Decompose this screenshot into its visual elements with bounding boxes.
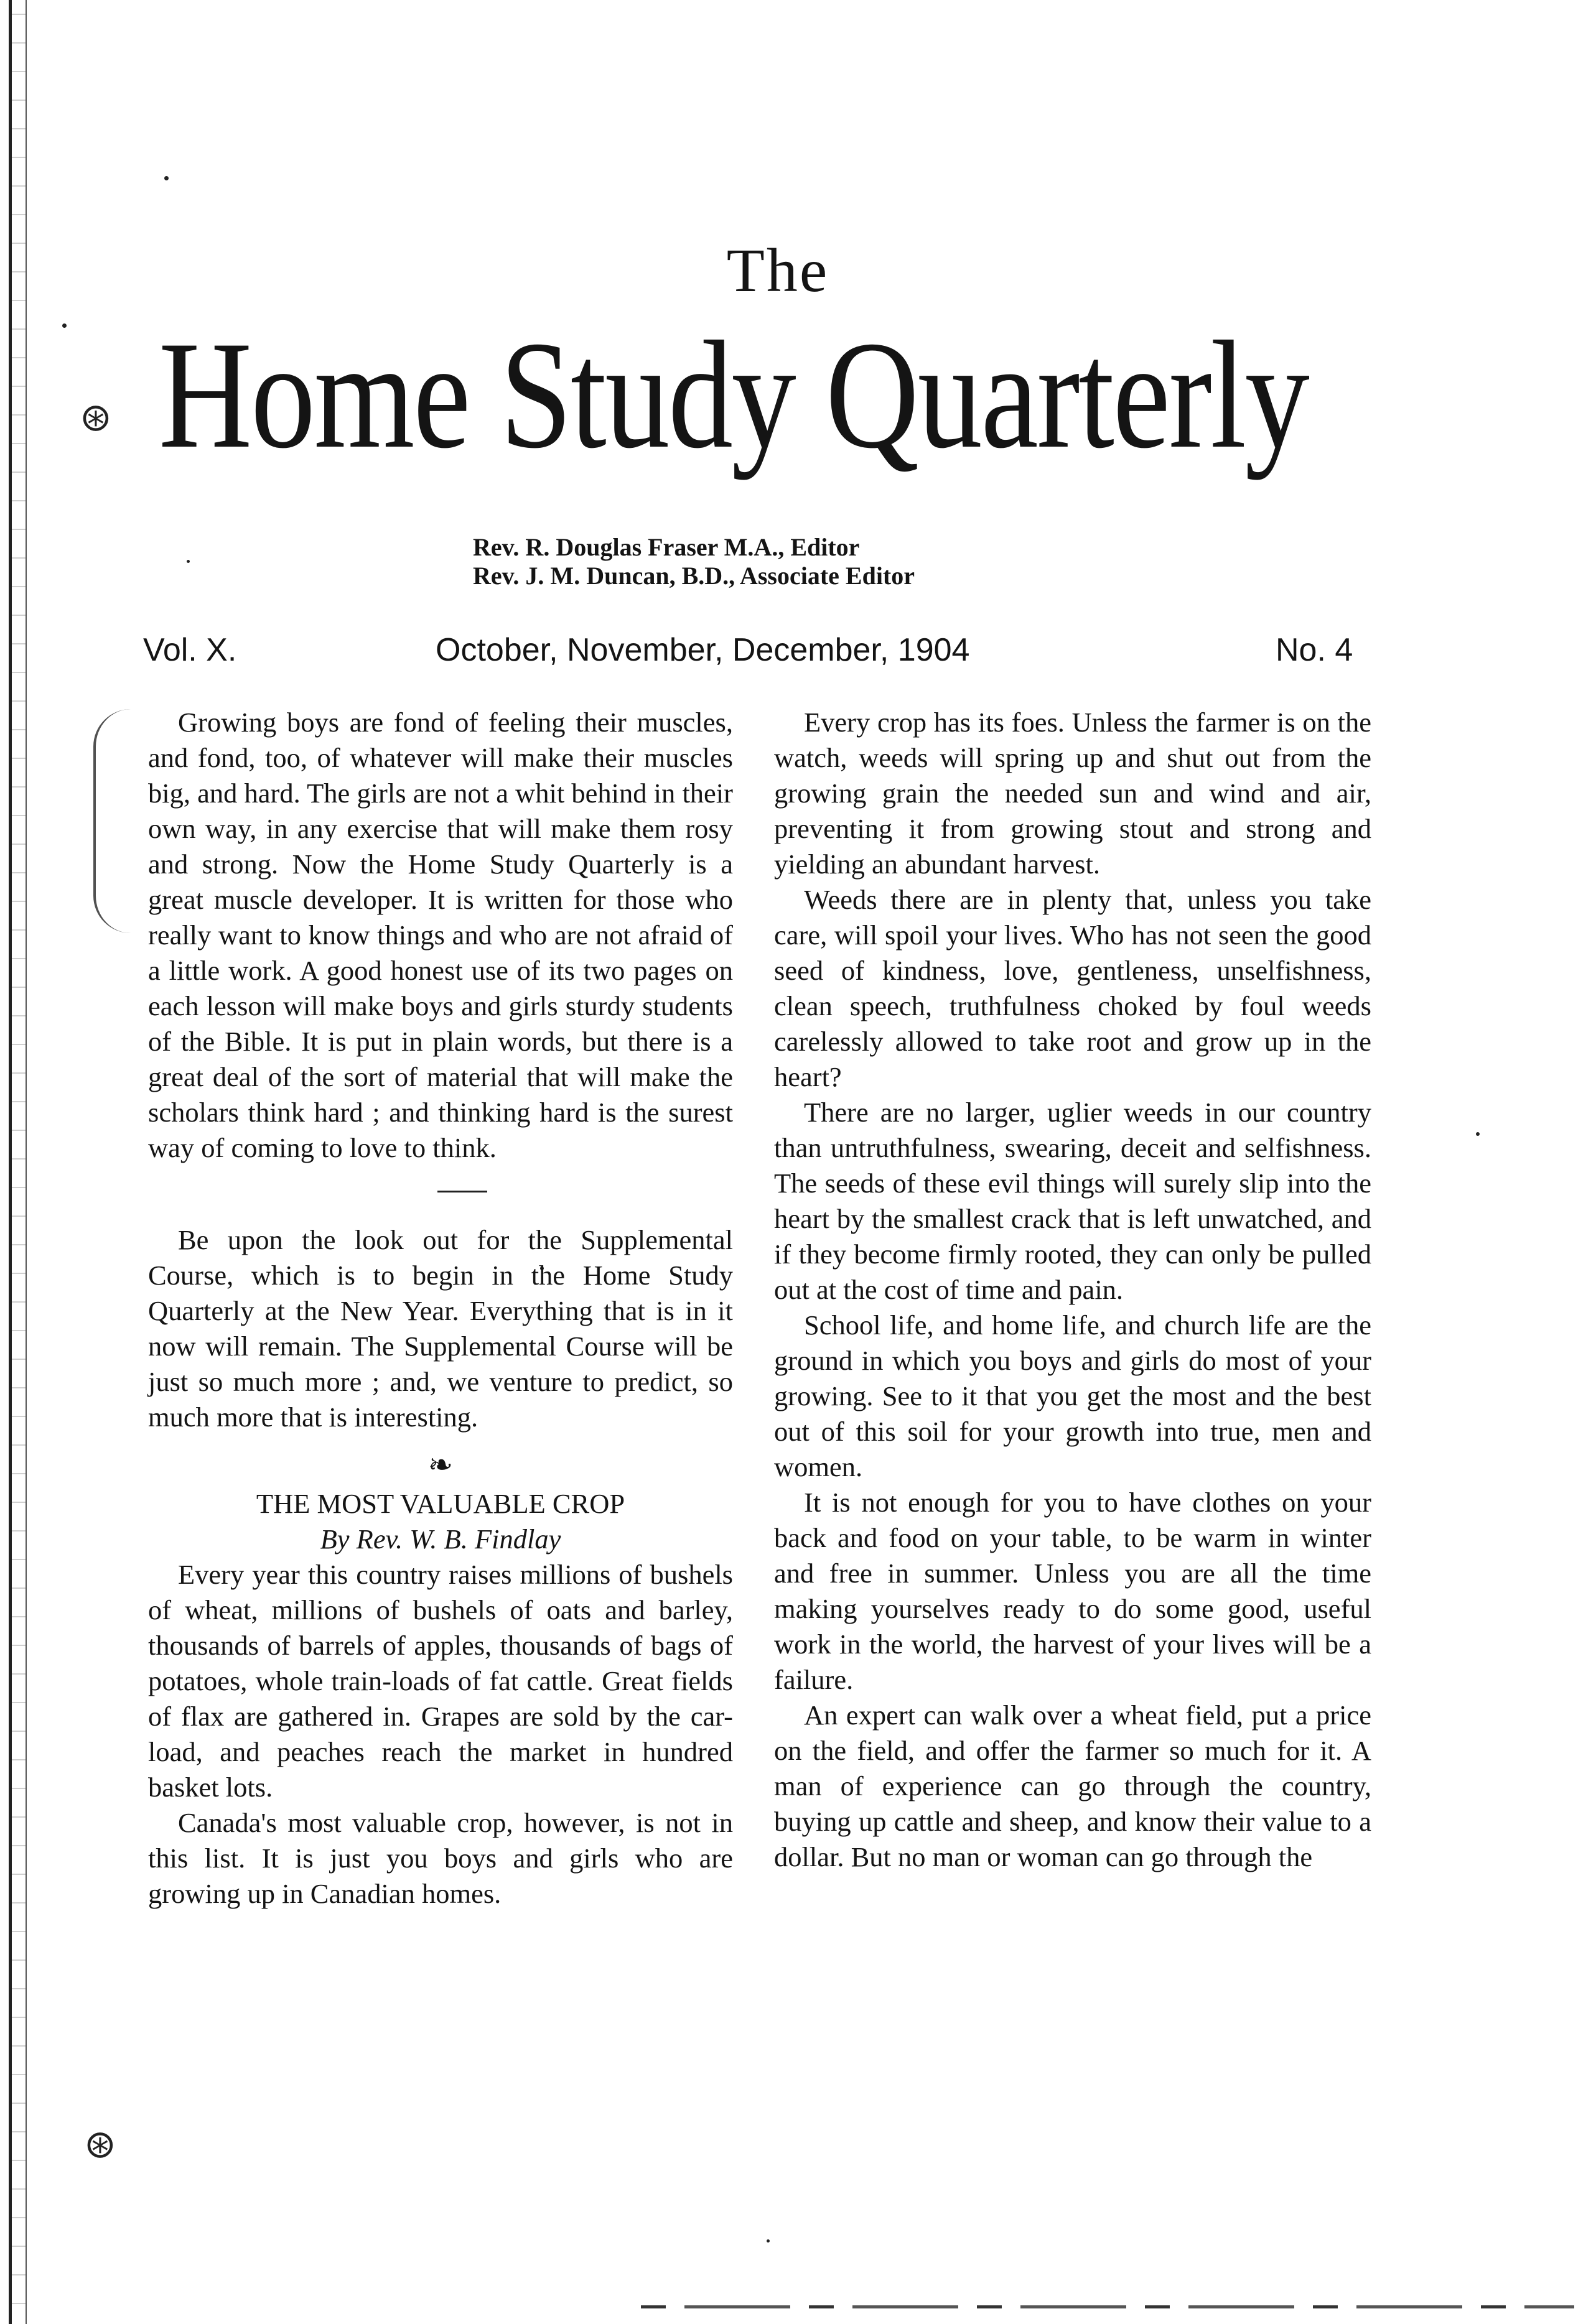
article-paragraph: School life, and home life, and church life are the ground in which you boys and girls do most of your growing. See to it that you get the most and the best out of this soil for your growth into true, men and women. [774, 1309, 1371, 1482]
scan-speck [187, 560, 190, 563]
registration-mark-icon: ⊛ [84, 2121, 116, 2167]
scan-speck [1476, 1132, 1480, 1136]
scan-speck [62, 323, 67, 328]
article-paragraph: Canada's most valuable crop, however, is not in this list. It is just you boys and girls who are growing up in Canadian homes. [148, 1807, 733, 1909]
issue-info-row [143, 628, 1437, 672]
registration-mark-icon: ⊛ [80, 394, 112, 440]
intro-paragraph: Growing boys are fond of feeling their muscles, and fond, too, of whatever will make their muscles big, and hard. The girls are not a whit behind in their own way, in any exercise that will make them rosy and strong. Now the Home Study Quarterly is a great muscle developer. It is written for those who really want to know things and who are not afraid of a little work. A good honest use of its two pages on each lesson will make boys and girls sturdy students of the Bible. It is put in plain words, but there is a great deal of the sort of material that will make the scholars think hard ; and thinking hard is the surest way of coming to love to think. [148, 707, 733, 1163]
masthead-title: Home Study Quarterly [159, 309, 1309, 480]
scan-speck [164, 176, 169, 180]
page-binding-edge [9, 0, 27, 2324]
section-divider [437, 1191, 487, 1192]
volume-label: Vol. X. [143, 632, 237, 668]
article-title: THE MOST VALUABLE CROP [256, 1488, 625, 1519]
editor-credit: Rev. R. Douglas Fraser M.A., Editor [473, 533, 860, 561]
issue-dates: October, November, December, 1904 [436, 632, 970, 668]
article-byline: By Rev. W. B. Findlay [320, 1523, 561, 1555]
article-paragraph: An expert can walk over a wheat field, put a price on the field, and offer the farmer so much for it. A man of experience can go through the country, buying up cattle and sheep, and know their value to a dollar. But no man or woman can go through the [774, 1699, 1371, 1872]
scan-speck [767, 2239, 770, 2243]
article-paragraph: Every crop has its foes. Unless the farmer is on the watch, weeds will spring up and shut out from the growing grain the needed sun and wind and air, preventing it from growing stout and strong and yielding an abundant harvest. [774, 707, 1371, 880]
left-column [148, 705, 733, 1912]
article-paragraph: There are no larger, uglier weeds in our country than untruthfulness, swearing, deceit and selfishness. The seeds of these evil things will surely slip into the heart by the smallest crack that is left unwatched, and if they become firmly rooted, they can only be pulled out at the cost of time and pain. [774, 1097, 1371, 1305]
issue-number: No. 4 [1276, 632, 1353, 668]
masthead-the: The [726, 236, 829, 305]
article-paragraph: Weeds there are in plenty that, unless you take care, will spoil your lives. Who has not seen the good seed of kindness, love, gentleness, unselfishness, clean speech, truthfulness choked by foul weeds carelessly allowed to take root and grow up in the heart? [774, 884, 1371, 1092]
right-column [774, 705, 1371, 1875]
article-paragraph: Every year this country raises millions of bushels of wheat, millions of bushels of oats and barley, thousands of barrels of apples, thousands of bags of potatoes, whole train-loads of fat cattle. Great fields of flax are gathered in. Grapes are sold by the car-load, and peaches reach the market in hundred basket lots. [148, 1559, 733, 1803]
bottom-scan-rule [641, 2305, 1574, 2308]
fleuron-ornament-icon: ❧ [427, 1448, 454, 1482]
supplement-paragraph: Be upon the look out for the Supplemental Course, which is to begin in the Home Study Quarterly at the New Year. Everything that is in it now will remain. The Supplemental Course will be just so much more ; and, we venture to predict, so much more that is interesting. [148, 1224, 733, 1433]
associate-editor-credit: Rev. J. M. Duncan, B.D., Associate Editor [473, 562, 915, 590]
article-paragraph: It is not enough for you to have clothes on your back and food on your table, to be warm in winter and free in summer. Unless you are all the time making yourselves ready to do some good, useful work in the world, the harvest of your lives will be a failure. [774, 1487, 1371, 1695]
